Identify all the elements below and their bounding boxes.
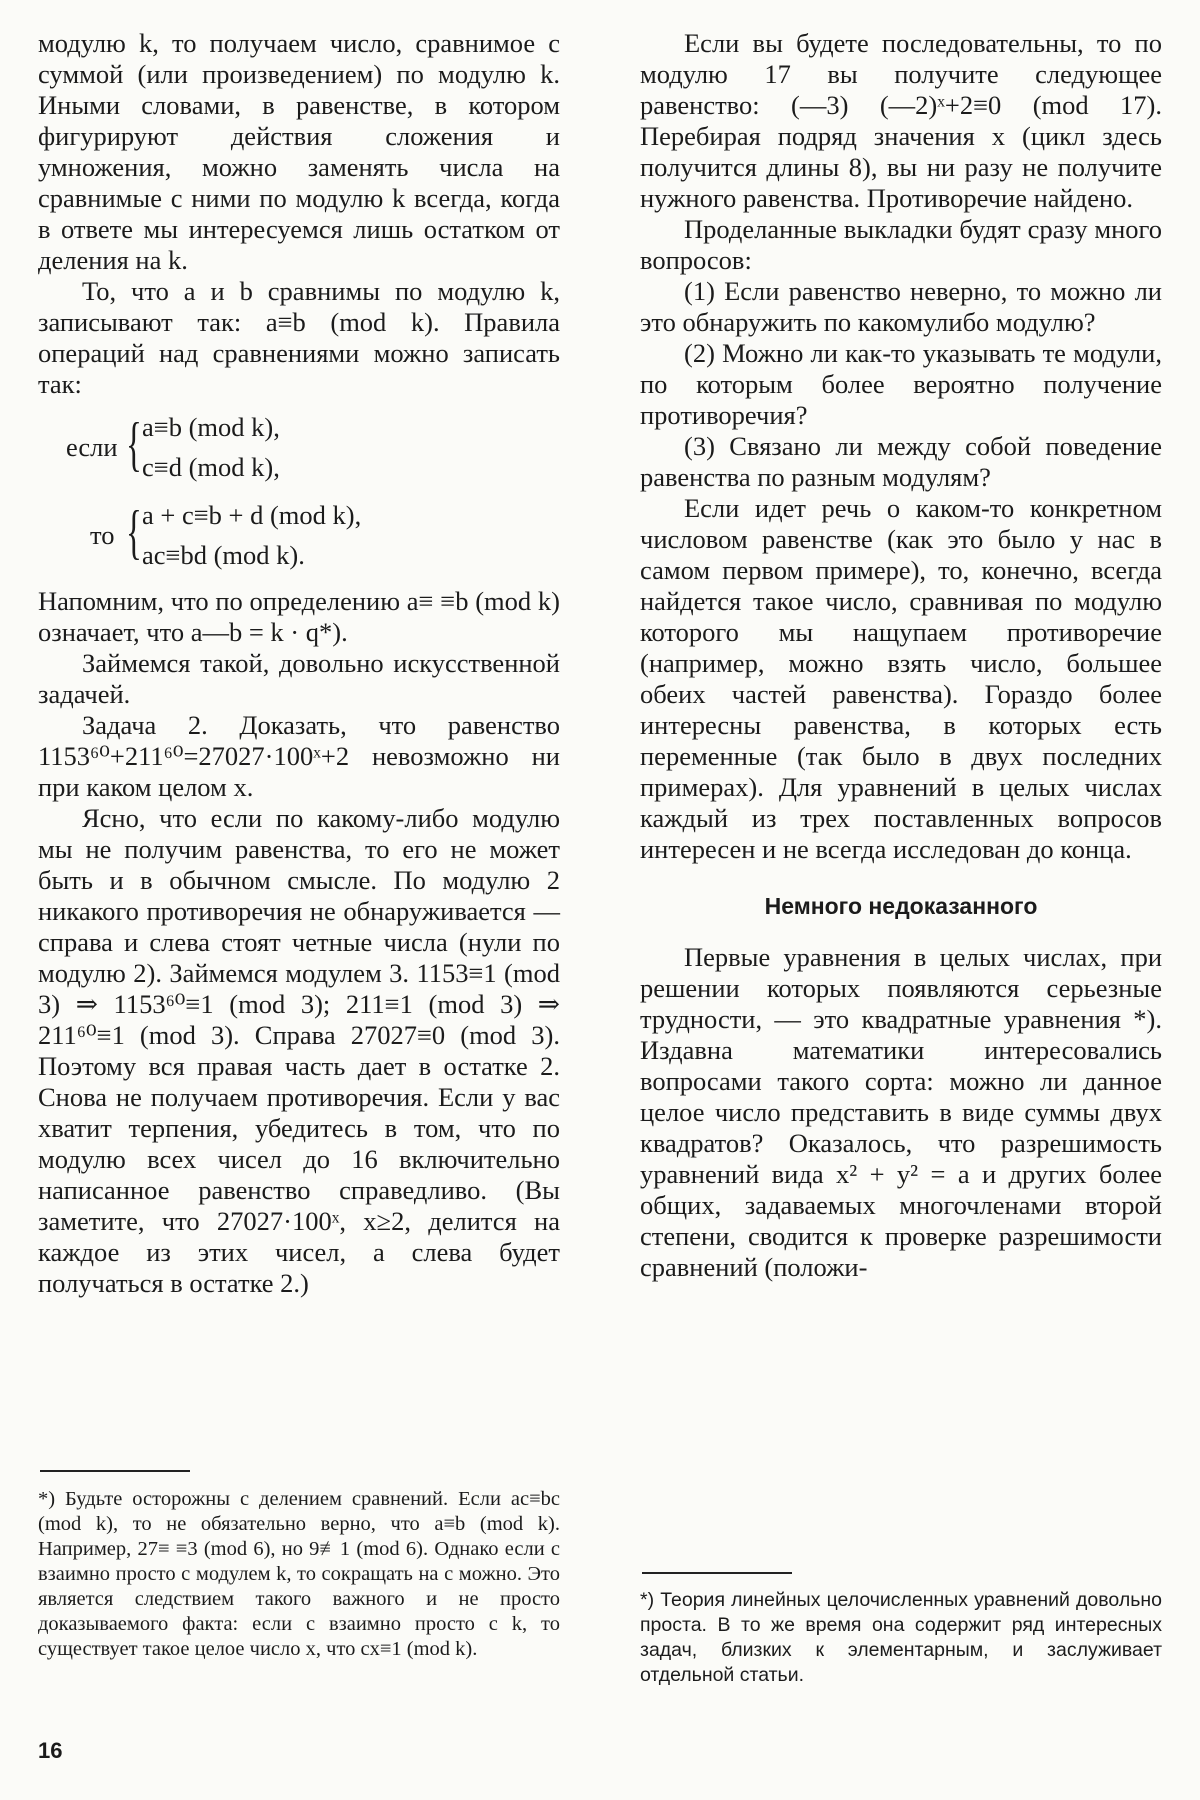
question-3: (3) Связано ли между собой поведение равенства по разным модулям? [640,431,1162,492]
question-1: (1) Если равенство неверно, то можно ли это обнаружить по какомулибо модулю? [640,276,1162,337]
left-column [38,28,560,1299]
left-paragraph-2: То, что a и b сравнимы по модулю k, записывают так: a≡b (mod k). Правила операций над сравнениями можно записать так: [38,276,560,399]
page-number: 16 [38,1738,63,1763]
right-paragraph-2: Проделанные выкладки будят сразу много вопросов: [640,214,1162,275]
right-paragraph-3: Если идет речь о каком-то конкретном числовом равенстве (как это было у нас в самом первом примере), то, конечно, всегда найдется такое число, сравнивая по модулю которого мы нащупаем противоречие (например, можно взять число, большее обеих частей равенства). Гораздо более интересны равенства, в которых есть переменные (так было в двух последних примерах). Для уравнений в целых числах каждый из трех поставленных вопросов интересен и не всегда исследован до конца. [640,493,1162,864]
right-paragraph-1: Если вы будете последовательны, то по модулю 17 вы получите следующее равенство: (—3) (—2)ˣ+2≡0 (mod 17). Перебирая подряд значения x (цикл здесь получится длины 8), вы ни разу не получите нужного равенства. Противоречие найдено. [640,28,1162,213]
formula-if-line-1: a≡b (mod k), [142,412,280,442]
right-footnote: *) Теория линейных целочисленных уравнений довольно проста. В то же время она содержит ряд интересных задач, близких к элементарным, и заслуживает отдельной статьи. [640,1589,1162,1686]
left-paragraph-4: Займемся такой, довольно искусственной задачей. [38,648,560,709]
congruence-rules-formula [38,408,560,580]
formula-then-line-1: a + c≡b + d (mod k), [142,500,362,530]
right-column [640,28,1162,1283]
question-2: (2) Можно ли как-то указывать те модули, по которым более вероятно получение противоречия? [640,338,1162,430]
right-footnote-rule [642,1572,792,1574]
section-title: Немного недоказанного [764,893,1038,919]
left-paragraph-1: модулю k, то получаем число, сравнимое с суммой (или произведением) по модулю k. Иными словами, в равенстве, в котором фигурируют действия сложения и умножения, можно заменять числа на сравнимые с ними по модулю k всегда, когда в ответе мы интересуемся лишь остатком от деления на k. [38,28,560,275]
formula-then-line-2: ac≡bd (mod k). [142,540,305,570]
formula-if-line-2: c≡d (mod k), [142,452,280,482]
right-paragraph-4: Первые уравнения в целых числах, при решении которых появляются серьезные трудности, — это квадратные уравнения *). Издавна математики интересовались вопросами такого сорта: можно ли данное целое число представить в виде суммы двух квадратов? Оказалось, что разрешимость уравнений вида x² + y² = a и других более общих, задаваемых многочленами второй степени, сводится к проверке разрешимости сравнений (положи- [640,942,1162,1282]
formula-then-label: то [90,520,115,550]
left-paragraph-6: Ясно, что если по какому-либо модулю мы не получим равенства, то его не может быть и в обычном смысле. По модулю 2 никакого противоречия не обнаруживается — справа и слева стоят четные числа (нули по модулю 2). Займемся модулем 3. 1153≡1 (mod 3) ⇒ 1153⁶⁰≡1 (mod 3); 211≡1 (mod 3) ⇒ 211⁶⁰≡1 (mod 3). Справа 27027≡0 (mod 3). Поэтому вся правая часть дает в остатке 2. Снова не получаем противоречия. Если у вас хватит терпения, убедитесь в том, что по модулю всех чисел до 16 включительно написанное равенство справедливо. (Вы заметите, что 27027·100ˣ, x≥2, делится на каждое из этих чисел, а слева будет получаться в остатке 2.) [38,803,560,1298]
left-paragraph-3: Напомним, что по определению a≡ ≡b (mod k) означает, что a—b = k · q*). [38,586,560,647]
formula-if-label: если [66,432,118,462]
left-paragraph-5: Задача 2. Доказать, что равенство 1153⁶⁰+211⁶⁰=27027·100ˣ+2 невозможно ни при каком целом x. [38,710,560,802]
left-footnote: *) Будьте осторожны с делением сравнений. Если ac≡bc (mod k), то не обязательно верно, что a≡b (mod k). Например, 27≡ ≡3 (mod 6), но 9≢1 (mod 6). Однако если c взаимно просто с модулем k, то сокращать на c можно. Это является следствием такого важного и не просто доказываемого факта: если c взаимно просто с k, то существует такое целое число x, что cx≡1 (mod k). [38,1488,560,1660]
formula-if-brace: { [126,411,142,477]
formula-then-brace: { [126,499,142,565]
left-footnote-rule [40,1470,190,1472]
